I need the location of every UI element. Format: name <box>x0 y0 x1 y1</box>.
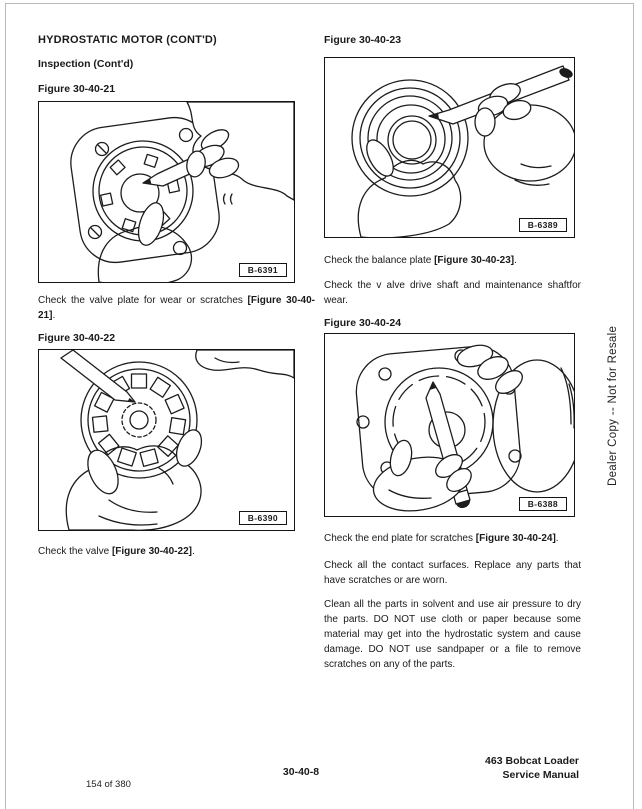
end-plate-illustration <box>325 334 574 516</box>
figure-heading-22: Figure 30-40-22 <box>38 332 116 344</box>
figure-24-caption: Check the end plate for scratches [Figure 30-40-24]. <box>324 533 559 544</box>
valve-plate-illustration <box>39 102 294 282</box>
footer-page-code: 30-40-8 <box>282 766 320 778</box>
figure-24-frame <box>324 333 575 517</box>
paragraph-shaft-wear: Check the v alve drive shaft and maintenance shaftfor wear. <box>324 280 581 306</box>
figure-22-tag: B-6390 <box>239 511 287 525</box>
manual-page <box>5 3 634 809</box>
footer-doc-line2: Service Manual <box>502 768 579 781</box>
figure-23-tag: B-6389 <box>519 218 567 232</box>
footer-doc-title <box>485 755 579 782</box>
figure-21-caption: Check the valve plate for wear or scratches [Figure 30-40-21]. <box>38 295 315 321</box>
valve-rotor-illustration <box>39 350 294 530</box>
figure-heading-24: Figure 30-40-24 <box>324 317 402 329</box>
paragraph-cleaning: Clean all the parts in solvent and use air pressure to dry the parts. DO NOT use cloth or paper because some material may get into the hydrostatic system and cause damage. DO NOT use sandpaper or a file to remove scratches on any of the parts. <box>324 599 581 670</box>
section-subtitle: Inspection (Cont'd) <box>38 58 134 70</box>
pencil-drawing <box>61 350 135 402</box>
figure-21-frame <box>38 101 295 283</box>
footer-doc-line1: 463 Bobcat Loader <box>485 755 579 767</box>
figure-24-tag: B-6388 <box>519 497 567 511</box>
watermark-dealer-copy: Dealer Copy -- Not for Resale <box>607 325 619 487</box>
figure-21-tag: B-6391 <box>239 263 287 277</box>
figure-23-frame <box>324 57 575 238</box>
figure-22-frame <box>38 349 295 531</box>
figure-23-caption: Check the balance plate [Figure 30-40-23]. <box>324 255 517 266</box>
footer-page-count: 154 of 380 <box>86 779 131 790</box>
left-column <box>38 4 315 559</box>
figure-22-caption: Check the valve [Figure 30-40-22]. <box>38 546 195 557</box>
right-column <box>324 4 581 672</box>
paragraph-contact-surfaces: Check all the contact surfaces. Replace any parts that have scratches or are worn. <box>324 560 581 586</box>
section-title: HYDROSTATIC MOTOR (CONT'D) <box>38 34 217 46</box>
balance-plate-illustration <box>325 58 574 237</box>
figure-heading-21: Figure 30-40-21 <box>38 83 116 95</box>
figure-heading-23: Figure 30-40-23 <box>324 34 402 46</box>
